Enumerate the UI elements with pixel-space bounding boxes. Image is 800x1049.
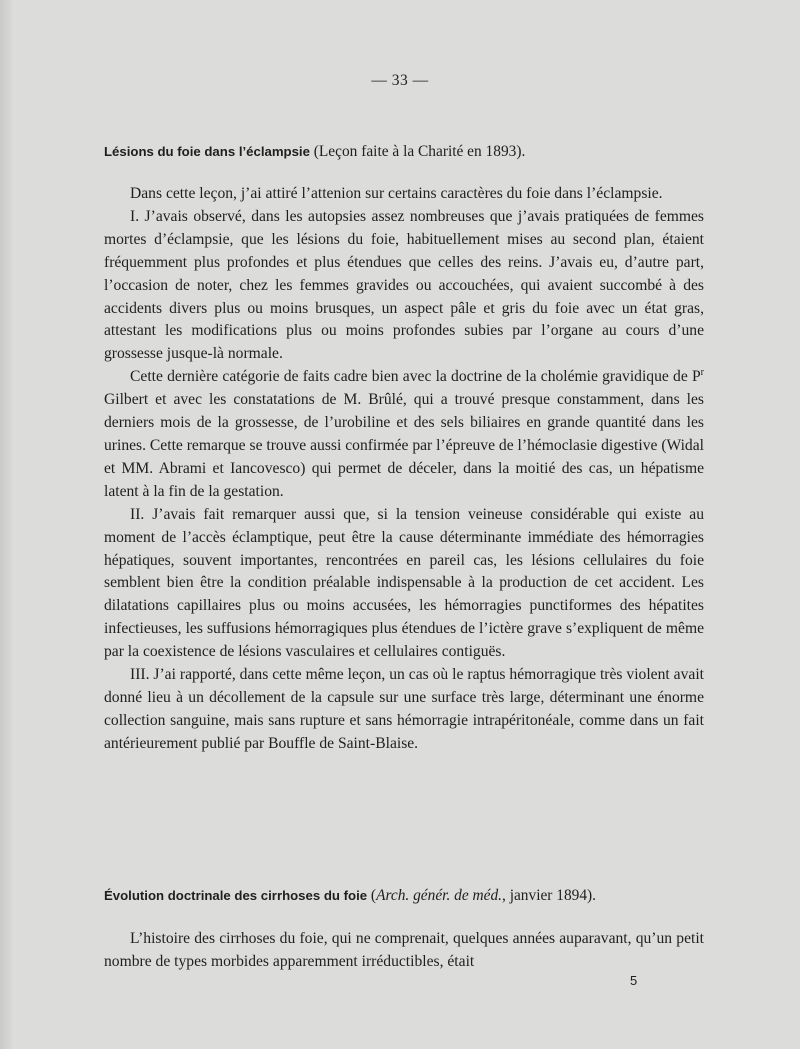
- paragraph-i: I. J’avais observé, dans les autopsies assez nombreuses que j’avais pratiquées de femmes mortes d’éclampsie, que les lésions du foie, habituellement mises au second plan, étaient fréquemment plus profondes et plus étendues que celles des reins. J’avais eu, d’autre part, l’occasion de noter, chez les femmes gravides ou accouchées, qui avaient succombé à des accidents divers plus ou moins brusques, un aspect pâle et gris du foie avec un état gras, attestant les modifications plus ou moins profondes subies par l’organe au cours d’une grossesse jusque-là normale.: [104, 207, 704, 363]
- section-liver-lesions-eclampsia: [104, 141, 704, 756]
- section-heading-title: Évolution doctrinale des cirrhoses du foie: [104, 888, 368, 903]
- paragraph-iii: III. J’ai rapporté, dans cette même leçon, un cas où le raptus hémorragique très violent avait donné lieu à un décollement de la capsule sur une surface très large, déterminant une énorme collection sanguine, mais sans rupture et sans hémorragie intrapéritonéale, comme dans un fait antérieurement publié par Bouffle de Saint-Blaise.: [104, 666, 704, 752]
- section-heading: [104, 885, 704, 907]
- paragraph-cholemie: [104, 366, 704, 503]
- superscript: r: [700, 367, 704, 379]
- section-heading-open: (: [367, 887, 377, 904]
- page-number: — 33 —: [371, 72, 429, 89]
- intro-paragraph: Dans cette leçon, j’ai attiré l’attenion sur certains caractères du foie dans l’éclampsie.: [130, 185, 663, 202]
- paragraph-text: Cette dernière catégorie de faits cadre bien avec la doctrine de la cholémie gravidique de P: [130, 368, 701, 386]
- paragraph-cirrhosis-history: L’histoire des cirrhoses du foie, qui ne comprenait, quelques années auparavant, qu’un petit nombre de types morbides apparemment irréductibles, était: [104, 930, 704, 970]
- section-heading-title: Lésions du foie dans l’éclampsie: [104, 144, 310, 159]
- section-heading: [104, 141, 704, 163]
- section-heading-source: (Leçon faite à la Charité en 1893).: [309, 143, 526, 160]
- section-heading-date: , janvier 1894).: [502, 887, 597, 904]
- paragraph-text: Gilbert et avec les constatations de M. Brûlé, qui a trouvé presque constamment, dans les derniers mois de la grossesse, de l’urobiline et des sels biliaires en grande quantité dans les urines. Cette remarque se trouve aussi confirmée par l’épreuve de l’hémoclasie digestive (Widal et MM. Abrami et Iancovesco) qui permet de déceler, dans la moitié des cas, un hépatisme latent à la fin de la gestation.: [104, 391, 704, 500]
- section-heading-journal: Arch. génér. de méd.: [376, 887, 502, 904]
- paragraph-ii: II. J’avais fait remarquer aussi que, si la tension veineuse considérable qui existe au moment de l’accès éclamptique, peut être la cause déterminante immédiate des hémorragies hépatiques, souvent importantes, rencontrées en pareil cas, les lésions cellulaires du foie semblent bien être la condition préalable indispensable à la production de cet accident. Les dilatations capillaires plus ou moins accusées, les hémorragies punctiformes des hépatites infectieuses, les suffusions hémorragiques plus étendues de l’ictère grave s’expliquent de même par la coexistence de lésions vasculaires et cellulaires contiguës.: [104, 505, 704, 661]
- section-cirrhosis-evolution: [104, 885, 704, 974]
- signature-mark: 5: [630, 973, 638, 988]
